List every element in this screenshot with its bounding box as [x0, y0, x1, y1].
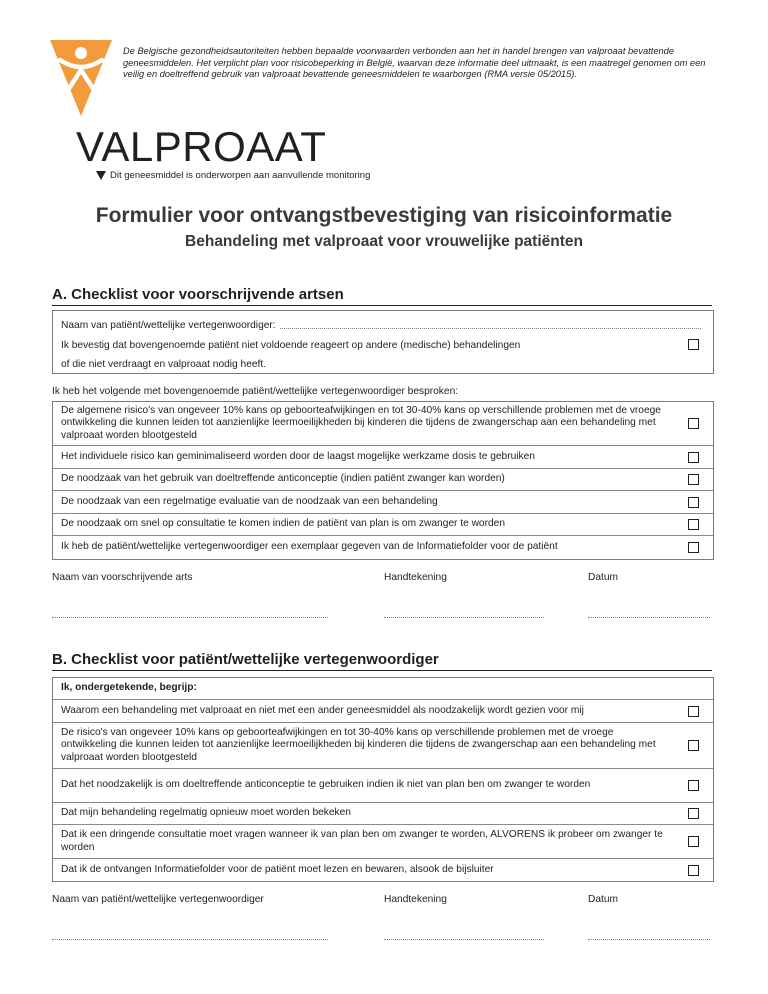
checklist-item-text: De algemene risico's van ongeveer 10% kans op geboorteafwijkingen en tot 30-40% kans op verschillende problemen met de vroege ontwikkeling die kunnen leiden tot aanzienlijke leermoeilijkheden bij kinderen die tijdens de zwangerschap aan een behandeling met valproaat worden blootgesteld — [61, 404, 661, 441]
checklist-item-text: Dat ik een dringende consultatie moet vragen wanneer ik van plan ben om zwanger te worden, ALVORENS ik probeer om zwanger te worden — [61, 829, 663, 853]
form-subtitle: Behandeling met valproaat voor vrouwelijke patiënten — [185, 233, 583, 250]
form-title: Formulier voor ontvangstbevestiging van risicoinformatie — [95, 204, 673, 227]
checklist-checkbox[interactable] — [688, 497, 699, 508]
checklist-item-text: De noodzaak van het gebruik van doeltreffende anticonceptie (indien patiënt zwanger kan worden) — [61, 473, 505, 485]
checklist-checkbox[interactable] — [688, 542, 699, 553]
checklist-checkbox[interactable] — [688, 836, 699, 847]
checklist-item-text: Dat ik de ontvangen Informatiefolder voor de patiënt moet lezen en bewaren, alsook de bijsluiter — [61, 863, 494, 875]
checklist-item-text: Ik heb de patiënt/wettelijke vertegenwoordiger een exemplaar gegeven van de Informatiefolder voor de patiënt — [61, 541, 558, 553]
checklist-item-text: De risico's van ongeveer 10% kans op geboorteafwijkingen en tot 30-40% kans op verschillende problemen met de vroege ontwikkeling die kunnen leiden tot aanzienlijke leermoeilijkheden bij kinderen die tijdens de zwangerschap aan een behandeling met valproaat worden blootgesteld — [61, 726, 656, 763]
section-b-intro: Ik, ondergetekende, begrijp: — [61, 682, 197, 694]
section-b-heading: B. Checklist voor patiënt/wettelijke vertegenwoordiger — [52, 651, 439, 668]
checklist-item-text: De noodzaak om snel op consultatie te komen indien de patiënt van plan is om zwanger te worden — [61, 518, 505, 530]
patient-name-sig-line[interactable] — [52, 939, 328, 940]
checklist-item — [53, 825, 713, 859]
checklist-item — [53, 700, 713, 723]
confirm-checkbox[interactable] — [688, 339, 699, 350]
confirm-line-2: of die niet verdraagt en valproaat nodig heeft. — [61, 359, 267, 370]
patient-name-line[interactable] — [280, 328, 701, 329]
confirm-line-1: Ik bevestig dat bovengenoemde patiënt niet voldoende reageert op andere (medische) behandelingen — [61, 340, 521, 351]
checklist-item — [53, 769, 713, 803]
checklist-checkbox[interactable] — [688, 418, 699, 429]
patient-date-label: Datum — [588, 894, 619, 905]
checklist-item-text: Het individuele risico kan geminimaliseerd worden door de laagst mogelijke werkzame dosis te gebruiken — [61, 450, 535, 462]
patient-signature-line[interactable] — [384, 939, 544, 940]
patient-name-label: Naam van patiënt/wettelijke vertegenwoordiger: — [61, 320, 276, 331]
prescriber-date-line[interactable] — [588, 617, 710, 618]
prescriber-signature-label: Handtekening — [384, 572, 447, 583]
checklist-item — [53, 514, 713, 536]
section-a-heading: A. Checklist voor voorschrijvende artsen — [52, 286, 344, 303]
section-a-confirm-box — [52, 310, 714, 374]
patient-name-sig-label: Naam van patiënt/wettelijke vertegenwoordiger — [52, 894, 264, 905]
checklist-item-text: De noodzaak van een regelmatige evaluatie van de noodzaak van een behandeling — [61, 495, 438, 507]
checklist-item — [53, 491, 713, 514]
section-b-checklist — [52, 677, 714, 882]
checklist-item — [53, 402, 713, 446]
disclaimer-text: De Belgische gezondheidsautoriteiten hebben bepaalde voorwaarden verbonden aan het in handel brengen van valproaat bevattende geneesmiddelen. Het verplicht plan voor risicobeperking in België, waarvan deze informatie deel uitmaakt, is een maatregel genomen om een veilig en doeltreffend gebruik van valproaat bevattende geneesmiddelen te waarborgen (RMA versie 05/2015). — [123, 46, 706, 79]
patient-signature-label: Handtekening — [384, 894, 447, 905]
section-b-intro-row — [53, 678, 713, 700]
checklist-item — [53, 469, 713, 491]
checklist-item-text: Waarom een behandeling met valproaat en niet met een ander geneesmiddel als noodzakelijk wordt gezien voor mij — [61, 704, 584, 716]
section-b-rule — [52, 670, 712, 671]
checklist-item — [53, 536, 713, 559]
product-title: VALPROAAT — [76, 123, 327, 170]
checklist-checkbox[interactable] — [688, 780, 699, 791]
prescriber-name-label: Naam van voorschrijvende arts — [52, 572, 193, 583]
monitoring-note — [96, 170, 370, 181]
checklist-checkbox[interactable] — [688, 865, 699, 876]
monitoring-note-text: Dit geneesmiddel is onderworpen aan aanvullende monitoring — [110, 170, 371, 181]
checklist-item — [53, 723, 713, 769]
checklist-checkbox[interactable] — [688, 519, 699, 530]
checklist-checkbox[interactable] — [688, 808, 699, 819]
checklist-checkbox[interactable] — [688, 740, 699, 751]
patient-date-line[interactable] — [588, 939, 710, 940]
checklist-checkbox[interactable] — [688, 706, 699, 717]
prescriber-signature-line[interactable] — [384, 617, 544, 618]
section-a-intro: Ik heb het volgende met bovengenoemde patiënt/wettelijke vertegenwoordiger besproken: — [52, 386, 459, 397]
section-a-checklist — [52, 401, 714, 560]
patient-name-field[interactable] — [61, 320, 701, 331]
checklist-item — [53, 859, 713, 881]
checklist-item-text: Dat het noodzakelijk is om doeltreffende anticonceptie te gebruiken indien ik niet van plan ben om zwanger te worden — [61, 779, 591, 791]
checklist-checkbox[interactable] — [688, 452, 699, 463]
logo-icon — [50, 40, 112, 116]
prescriber-name-line[interactable] — [52, 617, 328, 618]
prescriber-date-label: Datum — [588, 572, 619, 583]
black-triangle-icon — [96, 171, 106, 180]
checklist-item — [53, 446, 713, 469]
checklist-item — [53, 803, 713, 825]
checklist-checkbox[interactable] — [688, 474, 699, 485]
section-a-rule — [52, 305, 712, 306]
checklist-item-text: Dat mijn behandeling regelmatig opnieuw moet worden bekeken — [61, 807, 351, 819]
